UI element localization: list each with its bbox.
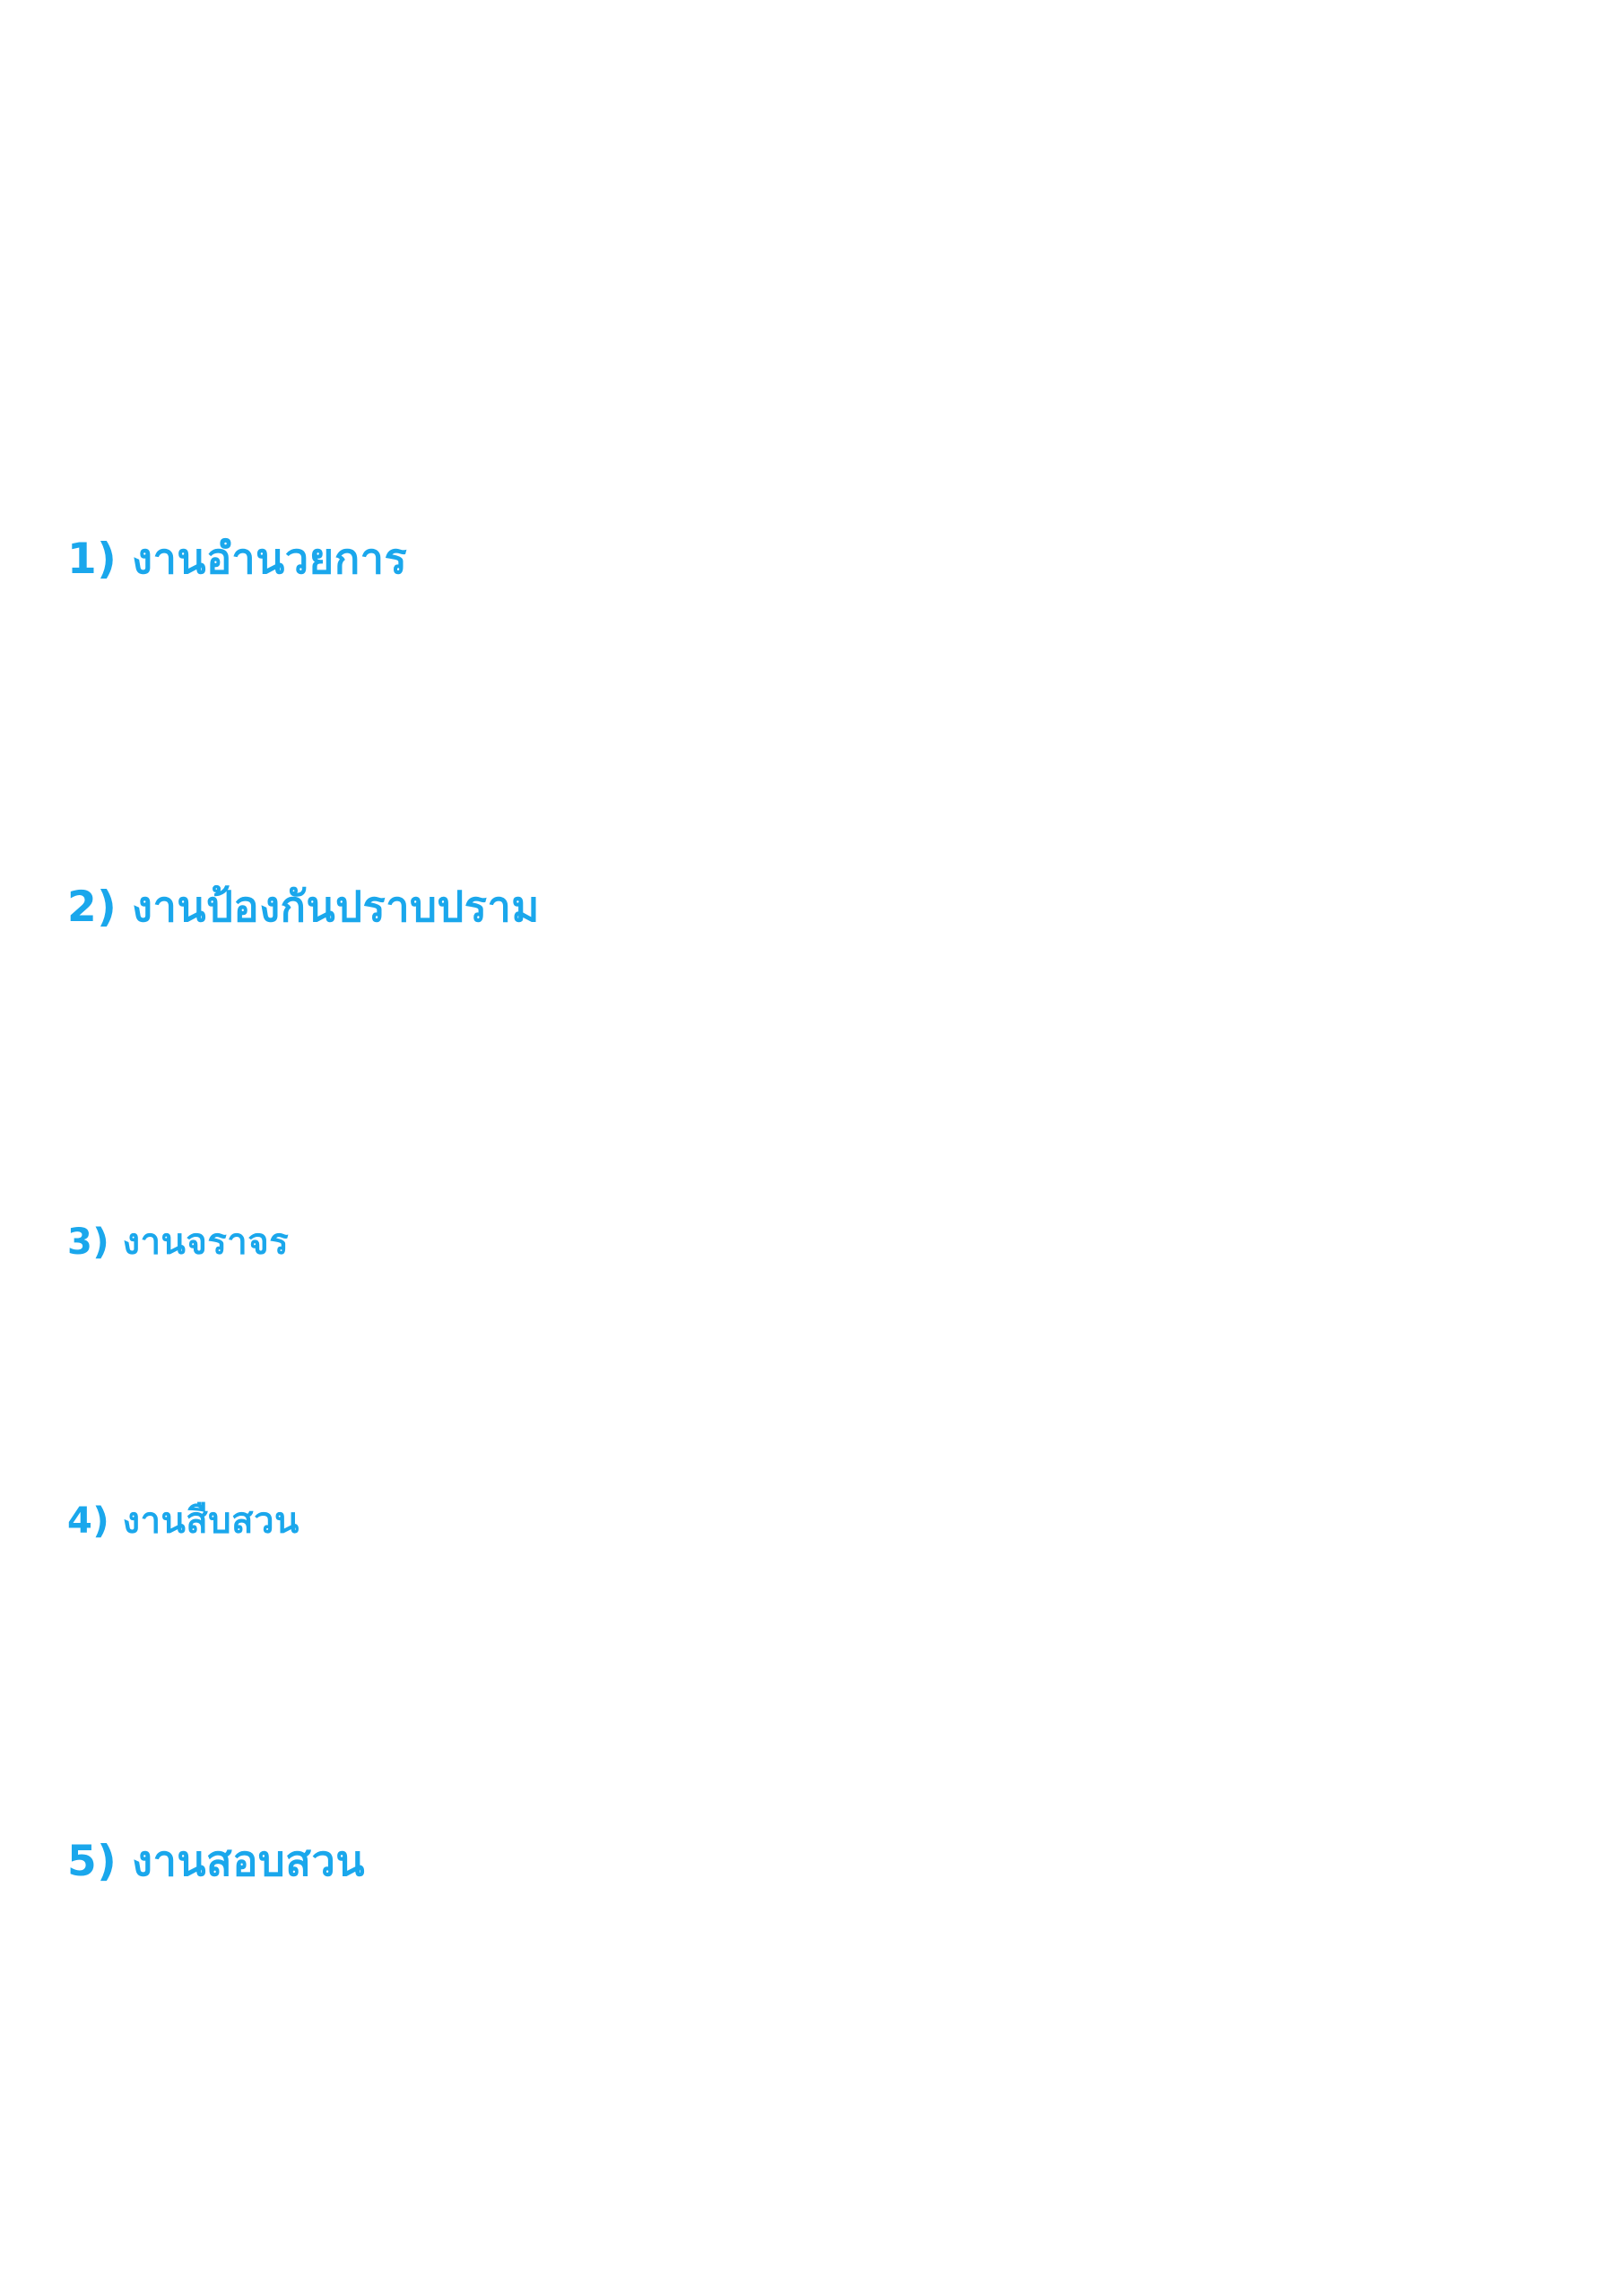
section-heading-administration: 1) งานอำนวยการ — [67, 535, 408, 584]
section-heading-crime-prevention: 2) งานป้องกันปราบปราม — [67, 883, 540, 932]
section-heading-investigation: 4) งานสืบสวน — [67, 1500, 299, 1542]
section-heading-inquiry: 5) งานสอบสวน — [67, 1837, 365, 1886]
section-heading-traffic: 3) งานจราจร — [67, 1222, 290, 1263]
